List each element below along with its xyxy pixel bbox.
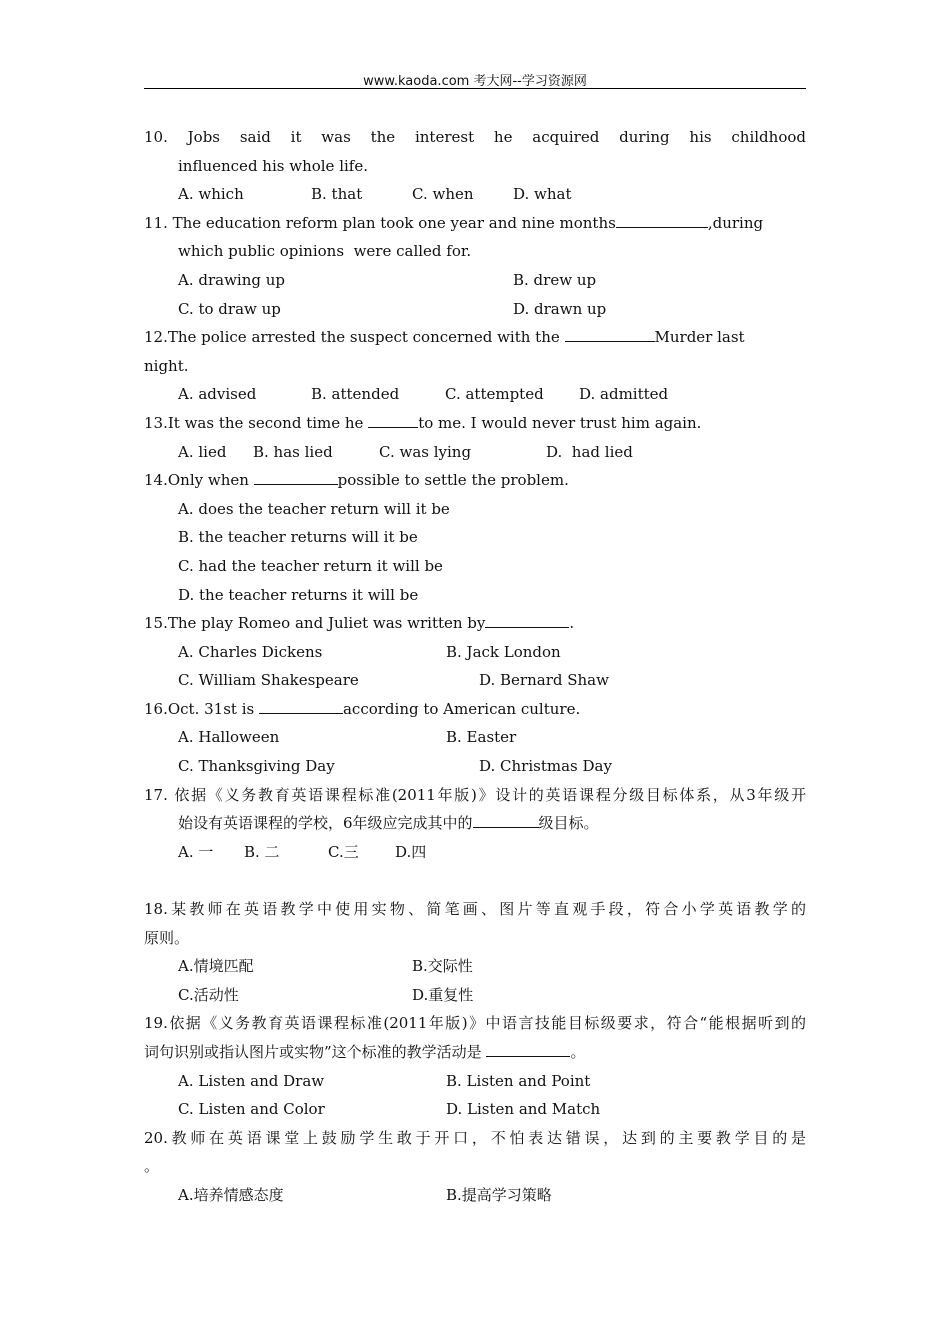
q10-stem-cont: influenced his whole life. <box>178 156 368 175</box>
q19-stem-text: 词句识别或指认图片或实物”这个标准的教学活动是 <box>144 1043 487 1061</box>
q14-option-a[interactable]: A. does the teacher return will it be <box>178 499 450 518</box>
q16-option-a[interactable]: A. Halloween <box>178 728 280 747</box>
q19-options-ab <box>144 1067 806 1096</box>
q16-option-d[interactable]: D. Christmas Day <box>479 757 612 776</box>
q19-blank <box>486 1040 570 1057</box>
q17-options <box>144 838 806 867</box>
q13-option-b[interactable]: B. has lied <box>253 442 333 461</box>
q12-stem-tail: Murder last <box>654 328 745 347</box>
q17-stem-cont <box>144 809 806 838</box>
q12-option-d[interactable]: D. admitted <box>579 385 669 404</box>
q15-option-a[interactable]: A. Charles Dickens <box>178 642 323 661</box>
q10-option-d[interactable]: D. what <box>513 185 572 204</box>
q19-stem-cont <box>144 1038 806 1067</box>
q14-stem-text: 14.Only when <box>144 471 254 490</box>
q16-stem-text: 16.Oct. 31st is <box>144 699 259 718</box>
q13-options <box>144 438 806 467</box>
q16-option-b[interactable]: B. Easter <box>446 728 517 747</box>
q11-blank <box>616 211 708 228</box>
q18-stem-cont: 原则。 <box>144 928 190 947</box>
q17-option-a[interactable]: A. 一 <box>178 842 214 861</box>
q10-options <box>144 180 806 209</box>
q18-option-b[interactable]: B.交际性 <box>412 957 473 976</box>
q13-stem-text: 13.It was the second time he <box>144 413 369 432</box>
q15-options-cd <box>144 666 806 695</box>
q11-option-a[interactable]: A. drawing up <box>178 270 286 289</box>
q16-options-cd <box>144 752 806 781</box>
q16-blank <box>259 697 343 714</box>
q12-option-b[interactable]: B. attended <box>311 385 400 404</box>
q20-options <box>144 1181 806 1210</box>
section-gap <box>144 866 806 895</box>
q10-option-a[interactable]: A. which <box>178 185 244 204</box>
q10-stem: 10. Jobs said it was the interest he acquired during his childhood <box>144 128 806 146</box>
q17-stem-tail: 级目标。 <box>538 814 599 833</box>
q19-option-b[interactable]: B. Listen and Point <box>446 1071 591 1090</box>
q11-option-b[interactable]: B. drew up <box>513 270 597 289</box>
q14-option-c[interactable]: C. had the teacher return it will be <box>178 556 443 575</box>
q12-stem-text: 12.The police arrested the suspect concerned with the <box>144 328 565 347</box>
q17-stem-text: 始设有英语课程的学校，6年级应完成其中的 <box>178 814 473 833</box>
q18-options-ab <box>144 952 806 981</box>
header-divider <box>144 88 806 89</box>
q19-option-a[interactable]: A. Listen and Draw <box>178 1071 325 1090</box>
q17-option-d[interactable]: D.四 <box>395 842 427 861</box>
q14-blank <box>254 468 338 485</box>
q19-option-d[interactable]: D. Listen and Match <box>446 1100 601 1119</box>
q20-stem: 20.教师在英语课堂上鼓励学生敢于开口，不怕表达错误，达到的主要教学目的是 <box>144 1128 806 1147</box>
q15-options-ab <box>144 638 806 667</box>
q20-stem-cont: 。 <box>144 1157 160 1176</box>
q12-option-c[interactable]: C. attempted <box>445 385 544 404</box>
q19-stem-tail: 。 <box>570 1043 586 1061</box>
q16-stem <box>144 695 806 724</box>
q14-option-d[interactable]: D. the teacher returns it will be <box>178 585 419 604</box>
q18-option-c[interactable]: C.活动性 <box>178 985 239 1004</box>
q14-option-b[interactable]: B. the teacher returns will it be <box>178 528 418 547</box>
q11-stem-text: 11. The education reform plan took one year and nine months <box>144 213 616 232</box>
q13-option-d[interactable]: D. had lied <box>546 442 633 461</box>
q15-stem <box>144 609 806 638</box>
q15-option-d[interactable]: D. Bernard Shaw <box>479 671 609 690</box>
q15-stem-tail: . <box>569 614 575 633</box>
q11-option-d[interactable]: D. drawn up <box>513 299 607 318</box>
q11-options-cd <box>144 295 806 324</box>
q11-stem <box>144 209 806 238</box>
q17-option-c[interactable]: C.三 <box>328 842 359 861</box>
q20-option-b[interactable]: B.提高学习策略 <box>446 1185 552 1204</box>
q13-stem <box>144 409 806 438</box>
q10-option-c[interactable]: C. when <box>412 185 474 204</box>
q15-blank <box>485 611 569 628</box>
page-header: www.kaoda.com 考大网--学习资源网 <box>363 74 587 89</box>
q20-option-a[interactable]: A.培养情感态度 <box>178 1185 284 1204</box>
q18-option-d[interactable]: D.重复性 <box>412 985 474 1004</box>
q12-stem <box>144 323 806 352</box>
q13-blank <box>368 411 418 428</box>
q17-stem: 17. 依据《义务教育英语课程标准(2011年版)》设计的英语课程分级目标体系，从3年级开 <box>144 785 806 804</box>
q13-stem-tail: to me. I would never trust him again. <box>418 413 702 432</box>
q18-option-a[interactable]: A.情境匹配 <box>178 957 254 976</box>
q18-stem: 18.某教师在英语教学中使用实物、简笔画、图片等直观手段，符合小学英语教学的 <box>144 900 806 919</box>
q15-stem-text: 15.The play Romeo and Juliet was written by <box>144 614 486 633</box>
q11-stem-cont: which public opinions were called for. <box>178 242 472 261</box>
q11-options-ab <box>144 266 806 295</box>
q18-options-cd <box>144 981 806 1010</box>
q19-stem: 19.依据《义务教育英语课程标准(2011年版)》中语言技能目标级要求，符合“能根据听到的 <box>144 1014 806 1033</box>
q11-stem-tail: ,during <box>707 213 764 232</box>
q12-option-a[interactable]: A. advised <box>178 385 257 404</box>
q17-blank <box>473 811 539 828</box>
q13-option-c[interactable]: C. was lying <box>379 442 472 461</box>
q16-option-c[interactable]: C. Thanksgiving Day <box>178 757 335 776</box>
q12-stem-cont: night. <box>144 356 189 375</box>
q16-options-ab <box>144 723 806 752</box>
q12-options <box>144 380 806 409</box>
q14-stem-tail: possible to settle the problem. <box>337 471 569 490</box>
q19-option-c[interactable]: C. Listen and Color <box>178 1100 325 1119</box>
question-list <box>144 123 806 1210</box>
q16-stem-tail: according to American culture. <box>342 699 581 718</box>
q17-option-b[interactable]: B. 二 <box>244 842 280 861</box>
q10-option-b[interactable]: B. that <box>311 185 363 204</box>
q12-blank <box>565 325 655 342</box>
q14-stem <box>144 466 806 495</box>
q15-option-c[interactable]: C. William Shakespeare <box>178 671 359 690</box>
q13-option-a[interactable]: A. lied <box>178 442 227 461</box>
q19-options-cd <box>144 1095 806 1124</box>
q15-option-b[interactable]: B. Jack London <box>446 642 561 661</box>
q11-option-c[interactable]: C. to draw up <box>178 299 281 318</box>
